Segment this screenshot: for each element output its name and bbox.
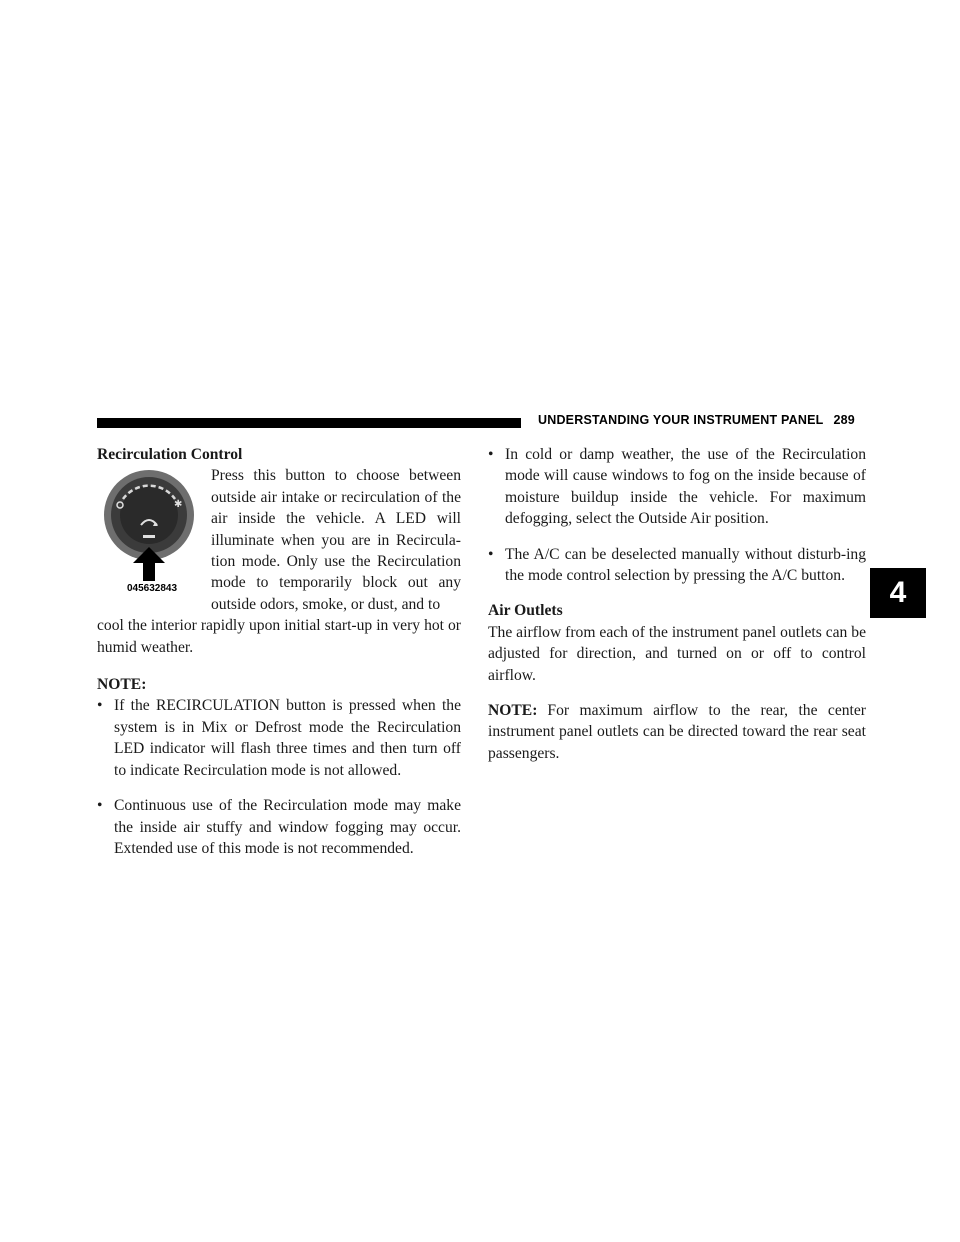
air-outlets-paragraph: The airflow from each of the instrument panel outlets can be adjusted for direction, and turned on or off to control airflow. (488, 623, 866, 684)
note-label-left: NOTE: (97, 676, 147, 694)
list-item: • If the RECIRCULATION button is pressed when the system is in Mix or Defrost mode the Recirculation LED indicator will flash three times and then turn off to indicate Recirculation mode is not allowed. (97, 697, 461, 779)
list-item: • Continuous use of the Recirculation mode may make the inside air stuffy and window fogging may occur. Extended use of this mode is not recommended. (97, 797, 461, 857)
header-rule (97, 418, 521, 428)
section-heading-air-outlets: Air Outlets (488, 602, 563, 620)
note-label-right: NOTE: (488, 702, 538, 720)
bullet-glyph: • (97, 697, 103, 715)
section-heading-recirculation: Recirculation Control (97, 446, 243, 463)
right-column (488, 444, 866, 764)
bullet-glyph: • (488, 545, 494, 563)
figure-wrap-block (97, 465, 461, 615)
bullet-glyph: • (488, 446, 494, 463)
chapter-tab: 4 (870, 568, 926, 618)
right-bullet-list (488, 444, 866, 586)
header-title: UNDERSTANDING YOUR INSTRUMENT PANEL (538, 413, 824, 427)
page-number: 289 (833, 413, 855, 427)
figure-code: 045632843 (127, 583, 178, 595)
intro-paragraph-continued: cool the interior rapidly upon initial start-up in very hot or humid weather. (97, 617, 461, 656)
note-paragraph-right (488, 700, 866, 764)
svg-text:✱: ✱ (174, 499, 183, 511)
recirculation-knob-figure (97, 465, 211, 593)
left-column (97, 444, 461, 873)
intro-paragraph-wrapped: Press this button to choose between outside air intake or recirculation of the air inside the vehicle. A LED will illuminate when you are in Recircula-tion mode. Only use the Recirculation mode to temporarily block out any outside odors, smoke, or dust, and to (211, 467, 461, 613)
note-body-right: For maximum airflow to the rear, the center instrument panel outlets can be directed toward the rear seat passengers. (488, 702, 866, 762)
list-item: • The A/C can be deselected manually without disturb-ing the mode control selection by pressing the A/C button. (488, 545, 866, 585)
running-header (538, 413, 855, 427)
recirculation-knob-icon (103, 469, 195, 581)
bullet-glyph: • (97, 797, 103, 815)
list-item: • In cold or damp weather, the use of the Recirculation mode will cause windows to fog on the inside because of moisture buildup inside the vehicle. For maximum defogging, select the Outside Air position. (488, 446, 866, 528)
left-bullet-list (97, 695, 461, 859)
